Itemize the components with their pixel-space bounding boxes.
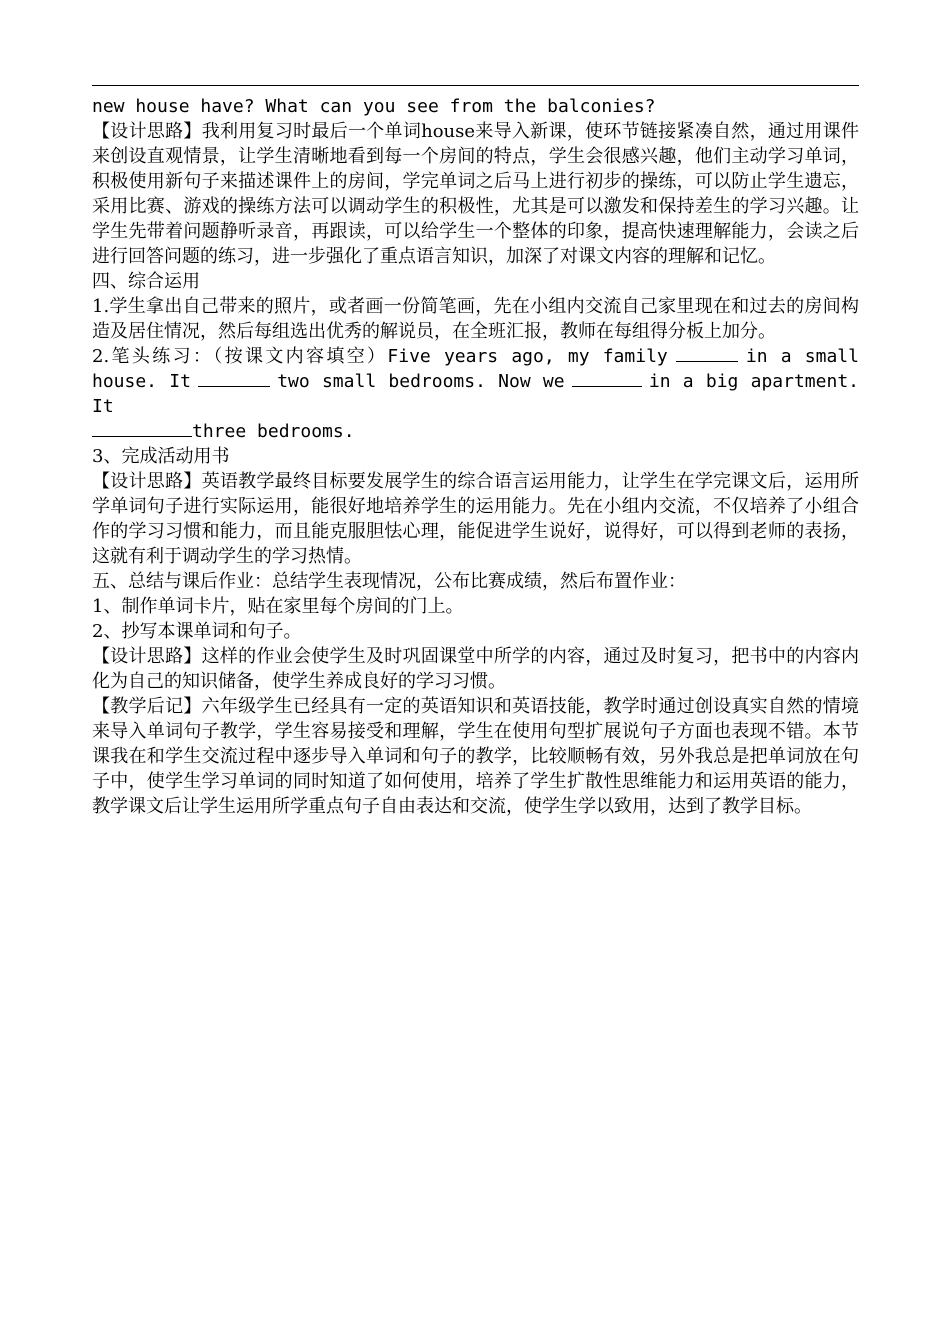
section-four-heading: 四、综合运用 <box>92 271 200 292</box>
design-note-3: 【设计思路】这样的作业会使学生及时巩固课堂中所学的内容，通过及时复习，把书中的内容内化为自己的知识储备，使学生养成良好的学习习惯。 <box>92 646 859 692</box>
question-line: new house have? What can you see from the balconies? <box>92 96 656 117</box>
teaching-postscript: 【教学后记】六年级学生已经具有一定的英语知识和英语技能，教学时通过创设真实自然的情境来导入单词句子教学，学生容易接受和理解，学生在使用句型扩展说句子方面也表现不错。本节课我在和学生交流过程中逐步导入单词和句子的教学，比较顺畅有效，另外我总是把单词放在句子中，使学生学习单词的同时知道了如何使用，培养了学生扩散性思维能力和运用英语的能力，教学课文后让学生运用所学重点句子自由表达和交流，使学生学以致用，达到了教学目标。 <box>92 696 859 817</box>
homework-item-1: 1、制作单词卡片，贴在家里每个房间的门上。 <box>92 596 464 617</box>
fill-blank-3 <box>572 370 642 387</box>
section-five-heading: 五、总结与课后作业：总结学生表现情况，公布比赛成绩，然后布置作业： <box>92 571 686 592</box>
fill-blank-4 <box>92 420 192 437</box>
homework-item-2: 2、抄写本课单词和句子。 <box>92 621 302 642</box>
activity-item-1: 1.学生拿出自己带来的照片，或者画一份简笔画，先在小组内交流自己家里现在和过去的房间构造及居住情况，然后每组选出优秀的解说员，在全班汇报，教师在每组得分板上加分。 <box>92 296 859 342</box>
header-rule <box>92 85 859 86</box>
design-note-2: 【设计思路】英语教学最终目标要发展学生的综合语言运用能力，让学生在学完课文后，运用所学单词句子进行实际运用，能很好地培养学生的运用能力。先在小组内交流，不仅培养了小组合作的学习习惯和能力，而且能克服胆怯心理，能促进学生说好，说得好，可以得到老师的表扬，这就有利于调动学生的学习热情。 <box>92 471 859 567</box>
fill-blank-1 <box>676 345 738 362</box>
activity-item-2 <box>92 344 859 444</box>
design-note-1: 【设计思路】我利用复习时最后一个单词house来导入新课，使环节链接紧凑自然，通过用课件来创设直观情景，让学生清晰地看到每一个房间的特点，学生会很感兴趣，他们主动学习单词，积极使用新句子来描述课件上的房间，学完单词之后马上进行初步的操练，可以防止学生遗忘，采用比赛、游戏的操练方法可以调动学生的积极性，尤其是可以激发和保持差生的学习兴趣。让学生先带着问题静听录音，再跟读，可以给学生一个整体的印象，提高快速理解能力，会读之后进行回答问题的练习，进一步强化了重点语言知识，加深了对课文内容的理解和记忆。 <box>92 121 859 267</box>
fill-seg-5: three bedrooms. <box>192 421 355 442</box>
item2-prefix: 2.笔头练习：（按课文内容填空） <box>92 346 388 367</box>
fill-seg-4: in a big apartment. It <box>92 371 859 417</box>
document-body <box>92 94 859 819</box>
activity-item-3: 3、完成活动用书 <box>92 446 230 467</box>
fill-seg-2: in a small house. It <box>92 346 859 392</box>
fill-blank-2 <box>198 370 270 387</box>
fill-seg-1: Five years ago, my family <box>387 346 668 367</box>
fill-seg-3: two small bedrooms. Now we <box>277 371 565 392</box>
